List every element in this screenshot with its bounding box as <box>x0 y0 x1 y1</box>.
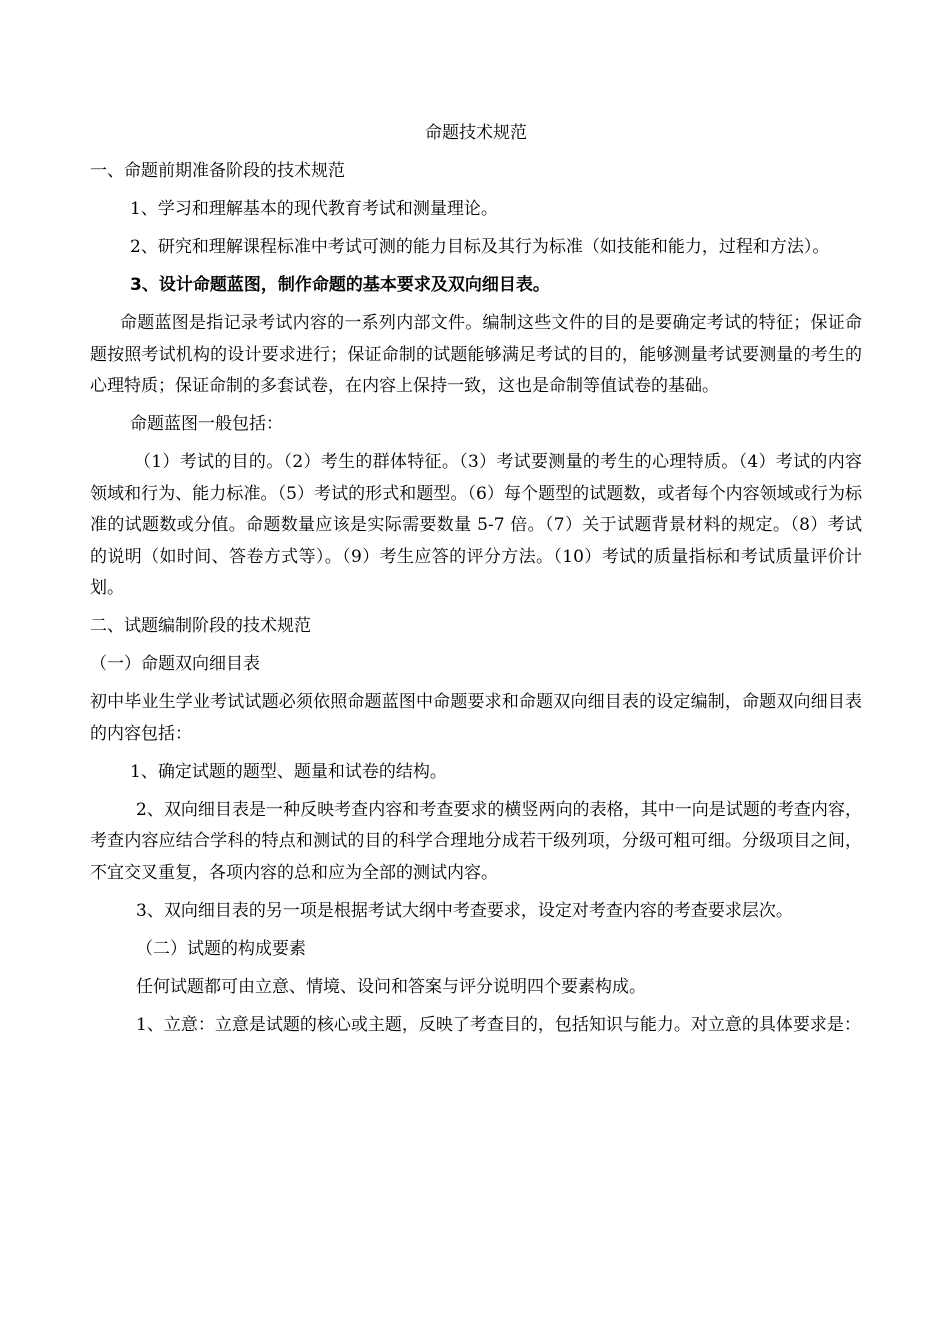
subsection-two-heading: （二）试题的构成要素 <box>136 938 306 959</box>
section-two-item-2: 2、双向细目表是一种反映考查内容和考查要求的横竖两向的表格，其中一向是试题的考查内容，考查内容应结合学科的特点和测试的目的科学合理地分成若干级列项，分级可粗可细。分级项目之间，不宜交叉重复，各项内容的总和应为全部的测试内容。 <box>90 799 862 883</box>
document-body <box>90 118 862 1048</box>
subsection-one-heading: （一）命题双向细目表 <box>90 654 260 674</box>
item-elements-paragraph: 任何试题都可由立意、情境、设问和答案与评分说明四个要素构成。 <box>136 976 646 997</box>
section-two-heading: 二、试题编制阶段的技术规范 <box>90 616 311 636</box>
document-title: 命题技术规范 <box>425 123 527 143</box>
section-two-item-1: 1、确定试题的题型、题量和试卷的结构。 <box>130 761 447 782</box>
section-one-heading: 一、命题前期准备阶段的技术规范 <box>90 161 345 181</box>
section-one-item-3: 3、设计命题蓝图，制作命题的基本要求及双向细目表。 <box>130 275 550 295</box>
blueprint-definition-paragraph: 命题蓝图是指记录考试内容的一系列内部文件。编制这些文件的目的是要确定考试的特征；保证命题按照考试机构的设计要求进行；保证命制的试题能够满足考试的目的，能够测量考试要测量的考生的心理特质；保证命制的多套试卷，在内容上保持一致，这也是命制等值试卷的基础。 <box>90 313 862 396</box>
blueprint-contents-intro: 命题蓝图一般包括： <box>130 414 283 434</box>
specification-table-intro: 初中毕业生学业考试试题必须依照命题蓝图中命题要求和命题双向细目表的设定编制，命题双向细目表的内容包括： <box>90 692 862 744</box>
section-one-item-1: 1、学习和理解基本的现代教育考试和测量理论。 <box>130 199 498 219</box>
section-two-item-4: 1、立意：立意是试题的核心或主题，反映了考查目的，包括知识与能力。对立意的具体要求是： <box>136 1014 861 1035</box>
section-two-item-3: 3、双向细目表的另一项是根据考试大纲中考查要求，设定对考查内容的考查要求层次。 <box>136 900 793 921</box>
section-one-item-2: 2、研究和理解课程标准中考试可测的能力目标及其行为标准（如技能和能力，过程和方法）。 <box>130 237 830 257</box>
blueprint-contents-list: （1）考试的目的。（2）考生的群体特征。（3）考试要测量的考生的心理特质。（4）考试的内容领域和行为、能力标准。（5）考试的形式和题型。（6）每个题型的试题数，或者每个内容领域或行为标准的试题数或分值。命题数量应该是实际需要数量 5-7 倍。（7）关于试题背景材料的规定。（8）考试的说明（如时间、答卷方式等）。（9）考生应答的评分方法。（10）考试的质量指标和考试质量评价计划。 <box>90 452 862 598</box>
